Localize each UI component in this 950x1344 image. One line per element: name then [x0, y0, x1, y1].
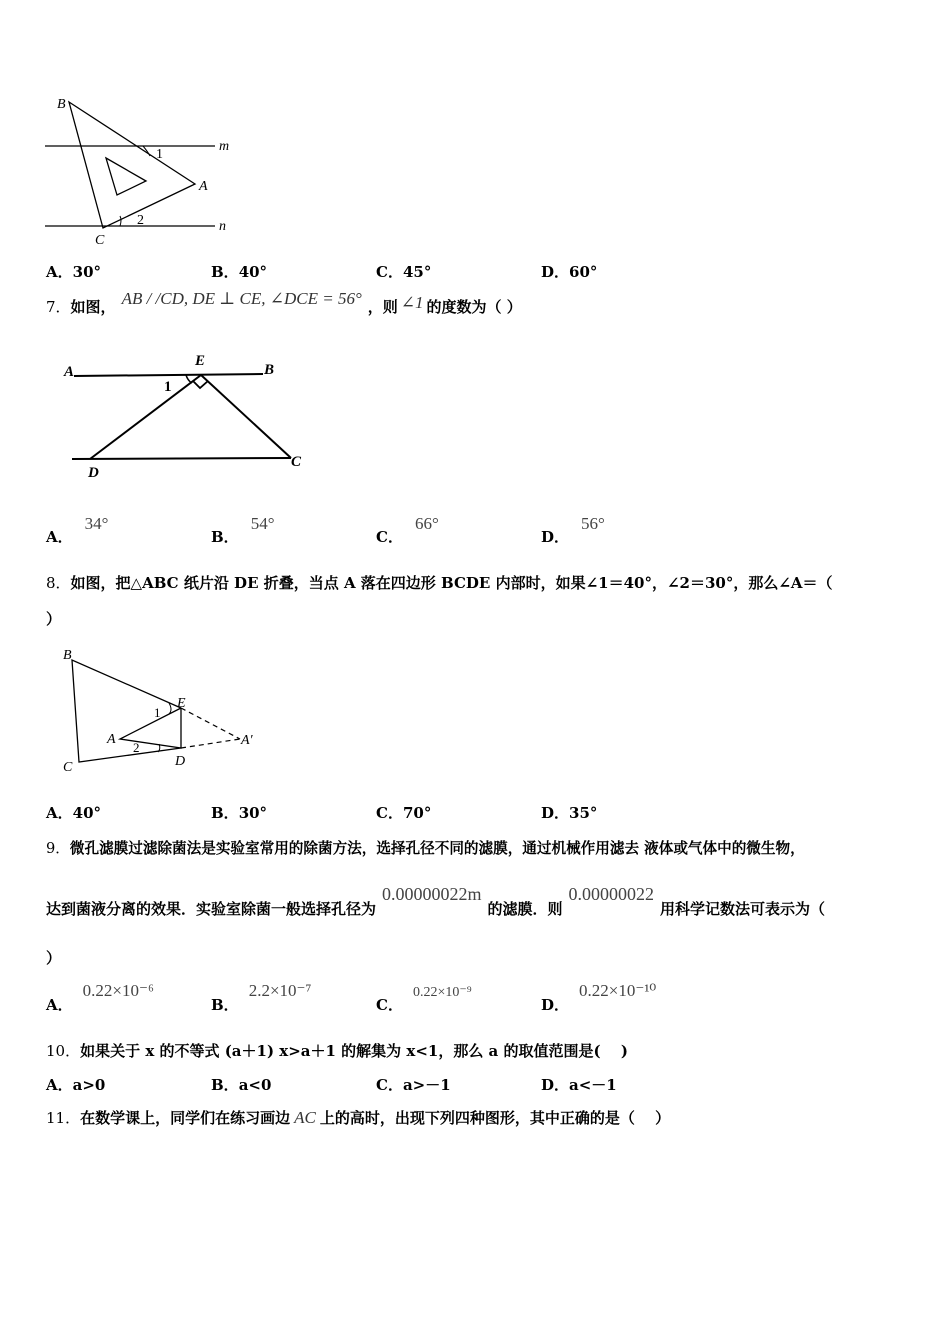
q10-stem: 10．如果关于 x 的不等式 (a＋1) x>a＋1 的解集为 x<1，那么 a 的取值范围是( )	[46, 1042, 628, 1060]
q9-number: 9．	[46, 840, 70, 857]
label-1: 1	[164, 379, 172, 395]
label-D: D	[88, 465, 99, 481]
label-C: C	[63, 760, 73, 775]
q8-option-b[interactable]: B．30°	[211, 804, 268, 822]
segment-DE	[90, 375, 201, 459]
inner-triangle	[106, 158, 146, 195]
label-C: C	[291, 454, 302, 470]
angle-1-arc	[169, 703, 171, 714]
q10-option-c[interactable]: C．a>－1	[376, 1076, 451, 1094]
q6-figure	[40, 90, 240, 250]
q10-option-d[interactable]: D．a<－1	[541, 1076, 617, 1094]
label-A: A	[64, 364, 75, 380]
polygon-BCDE	[72, 660, 181, 762]
q11-segment: AC	[294, 1108, 316, 1127]
q8-stem-line1: 8．如图，把△ABC 纸片沿 DE 折叠，当点 A 落在四边形 BCDE 内部时，如果∠1＝40°，∠2＝30°，那么∠A＝（	[46, 574, 833, 592]
q7-option-a[interactable]: A．34°	[46, 514, 109, 546]
q9-stem-line3: ）	[46, 949, 62, 967]
q8-option-d[interactable]: D．35°	[541, 804, 598, 822]
line-AB	[74, 374, 263, 376]
q9-option-a[interactable]: A．0.22×10⁻⁶	[46, 981, 154, 1014]
q9-option-b[interactable]: B．2.2×10⁻⁷	[211, 981, 312, 1014]
q7-figure	[60, 348, 320, 488]
q9-stem-line2: 达到菌液分离的效果．实验室除菌一般选择孔径为0.00000022m的滤膜．则0.00000022用科学记数法可表示为（	[46, 884, 826, 918]
label-2: 2	[133, 740, 140, 755]
dashed-EA	[181, 708, 240, 739]
label-Aprime: A′	[241, 733, 253, 748]
label-B: B	[264, 362, 275, 378]
q7-angle: ∠1	[400, 293, 424, 312]
line-DC	[72, 458, 291, 459]
q6-option-b[interactable]: B．40°	[211, 263, 268, 281]
q8-number: 8．	[46, 574, 71, 592]
label-A: A	[199, 179, 208, 194]
right-angle-mark	[193, 381, 208, 388]
angle-1-arc	[186, 375, 192, 383]
q9-option-d[interactable]: D．0.22×10⁻¹⁰	[541, 981, 657, 1014]
q10-option-a[interactable]: A．a>0	[46, 1076, 106, 1094]
folded-triangle	[120, 708, 181, 748]
q6-option-a[interactable]: A．30°	[46, 263, 102, 281]
q11-number: 11．	[46, 1109, 81, 1127]
dashed-DA	[181, 739, 240, 748]
q8-option-c[interactable]: C．70°	[376, 804, 432, 822]
label-2: 2	[137, 213, 144, 228]
label-C: C	[95, 233, 105, 248]
q7-option-b[interactable]: B．54°	[211, 514, 275, 546]
label-m: m	[219, 139, 230, 154]
q9-value-m: 0.00000022m	[382, 884, 482, 904]
label-1: 1	[156, 147, 163, 162]
outer-triangle	[69, 102, 195, 228]
q6-option-c[interactable]: C．45°	[376, 263, 432, 281]
label-n: n	[219, 219, 226, 234]
label-B: B	[57, 97, 66, 112]
q10-option-b[interactable]: B．a<0	[211, 1076, 272, 1094]
q6-option-d[interactable]: D．60°	[541, 263, 598, 281]
q8-figure	[55, 640, 275, 780]
q7-number: 7．	[46, 298, 71, 316]
q9-option-c[interactable]: C．0.22×10⁻⁹	[376, 985, 472, 1014]
label-E: E	[195, 353, 206, 369]
q7-condition: AB / /CD, DE ⊥ CE, ∠DCE = 56°	[121, 289, 362, 308]
segment-EC	[201, 375, 291, 458]
q9-stem-line1: 9．微孔滤膜过滤除菌法是实验室常用的除菌方法，选择孔径不同的滤膜，通过机械作用滤去 液体或气体中的微生物，	[46, 840, 805, 857]
label-D: D	[175, 754, 186, 769]
q10-number: 10．	[46, 1042, 81, 1060]
q11-stem: 11．在数学课上，同学们在练习画边 AC 上的高时，出现下列四种图形，其中正确的是（ ）	[46, 1108, 671, 1127]
label-B: B	[63, 648, 72, 663]
q9-value: 0.00000022	[568, 884, 655, 904]
label-E: E	[177, 696, 186, 711]
q8-stem-line2: ）	[46, 610, 62, 628]
label-A: A	[107, 732, 116, 747]
q7-stem: 7．如图， AB / /CD, DE ⊥ CE, ∠DCE = 56° ，则 ∠1 的度数为（ ）	[46, 289, 522, 316]
q7-option-d[interactable]: D．56°	[541, 514, 605, 546]
angle-2-arc	[120, 216, 121, 226]
label-1: 1	[154, 705, 161, 720]
q8-option-a[interactable]: A．40°	[46, 804, 102, 822]
q7-option-c[interactable]: C．66°	[376, 514, 439, 546]
